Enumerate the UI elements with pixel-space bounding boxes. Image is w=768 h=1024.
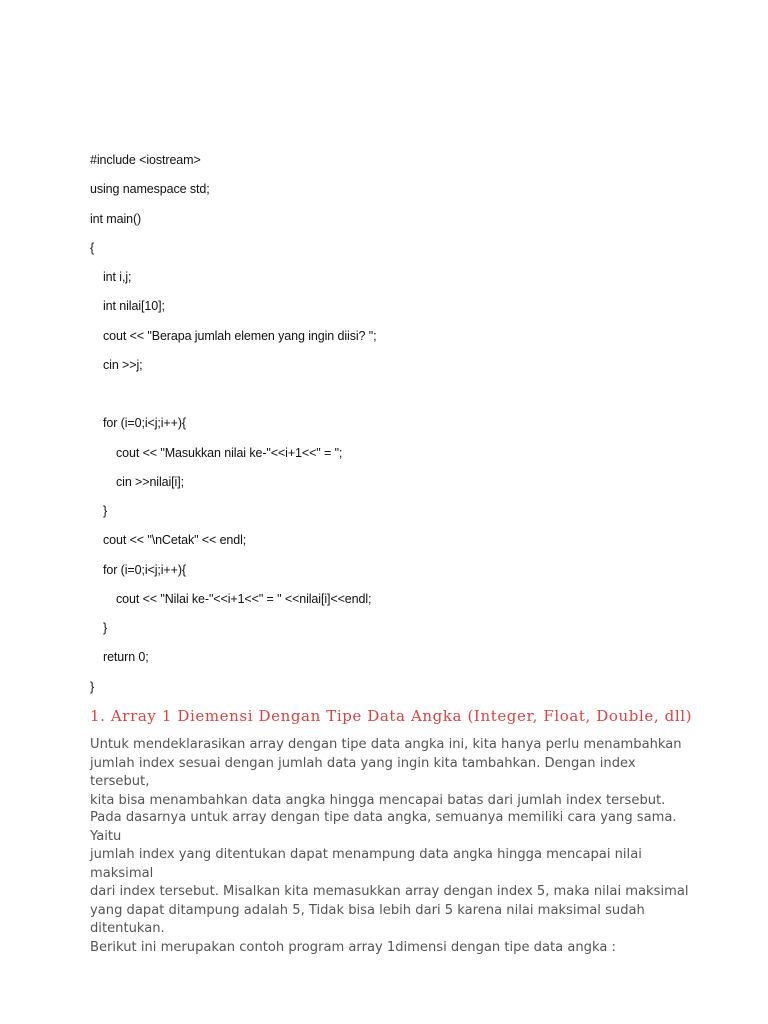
code-line-include: #include <iostream>	[90, 153, 201, 167]
code-line-input-prompt: cout << "Masukkan nilai ke-"<<i+1<<" = ";	[116, 445, 343, 460]
code-line-cin-nilai: cin >>nilai[i];	[116, 474, 184, 489]
code-line-declare-ij: int i,j;	[103, 270, 132, 284]
section-heading: 1. Array 1 Diemensi Dengan Tipe Data Angka (Integer, Float, Double, dll)	[90, 707, 693, 725]
code-line-cin-j: cin >>j;	[103, 357, 143, 372]
code-line-close-for-input: }	[103, 504, 108, 518]
code-line-close-brace: }	[90, 679, 95, 694]
code-line-declare-nilai: int nilai[10];	[103, 299, 165, 314]
intro-paragraph: Untuk mendeklarasikan array dengan tipe data angka ini, kita hanya perlu menambahkan jumlah index sesuai dengan jumlah data yang ingin kita tambahkan. Dengan index tersebut, kita bisa menambahkan data angka hingga mencapai batas dari jumlah index tersebut.	[90, 737, 682, 808]
code-line-for-input: for (i=0;i<j;i++){	[103, 416, 186, 431]
code-line-main: int main()	[90, 211, 142, 226]
code-listing	[90, 150, 710, 706]
code-line-blank	[90, 384, 710, 413]
code-line-cetak: cout << "\nCetak" << endl;	[103, 533, 247, 548]
code-line-output: cout << "Nilai ke-"<<i+1<<" = " <<nilai[i]<<endl;	[116, 591, 372, 606]
explanation-paragraph: Pada dasarnya untuk array dengan tipe data angka, semuanya memiliki cara yang sama. Yaitu jumlah index yang ditentukan dapat menampung data angka hingga mencapai nilai maksimal dari index tersebut. Misalkan kita memasukkan array dengan index 5, maka nilai maksimal yang dapat ditampung adalah 5, Tidak bisa lebih dari 5 karena nilai maksimal sudah ditentukan. Berikut ini merupakan contoh program array 1dimensi dengan tipe data angka :	[90, 810, 689, 955]
code-line-return: return 0;	[103, 650, 149, 665]
code-line-namespace: using namespace std;	[90, 182, 210, 197]
code-line-prompt: cout << "Berapa jumlah elemen yang ingin diisi? ";	[103, 328, 377, 343]
code-line-close-for-output: }	[103, 621, 108, 635]
code-line-for-output: for (i=0;i<j;i++){	[103, 562, 186, 577]
code-line-open-brace: {	[90, 240, 95, 255]
